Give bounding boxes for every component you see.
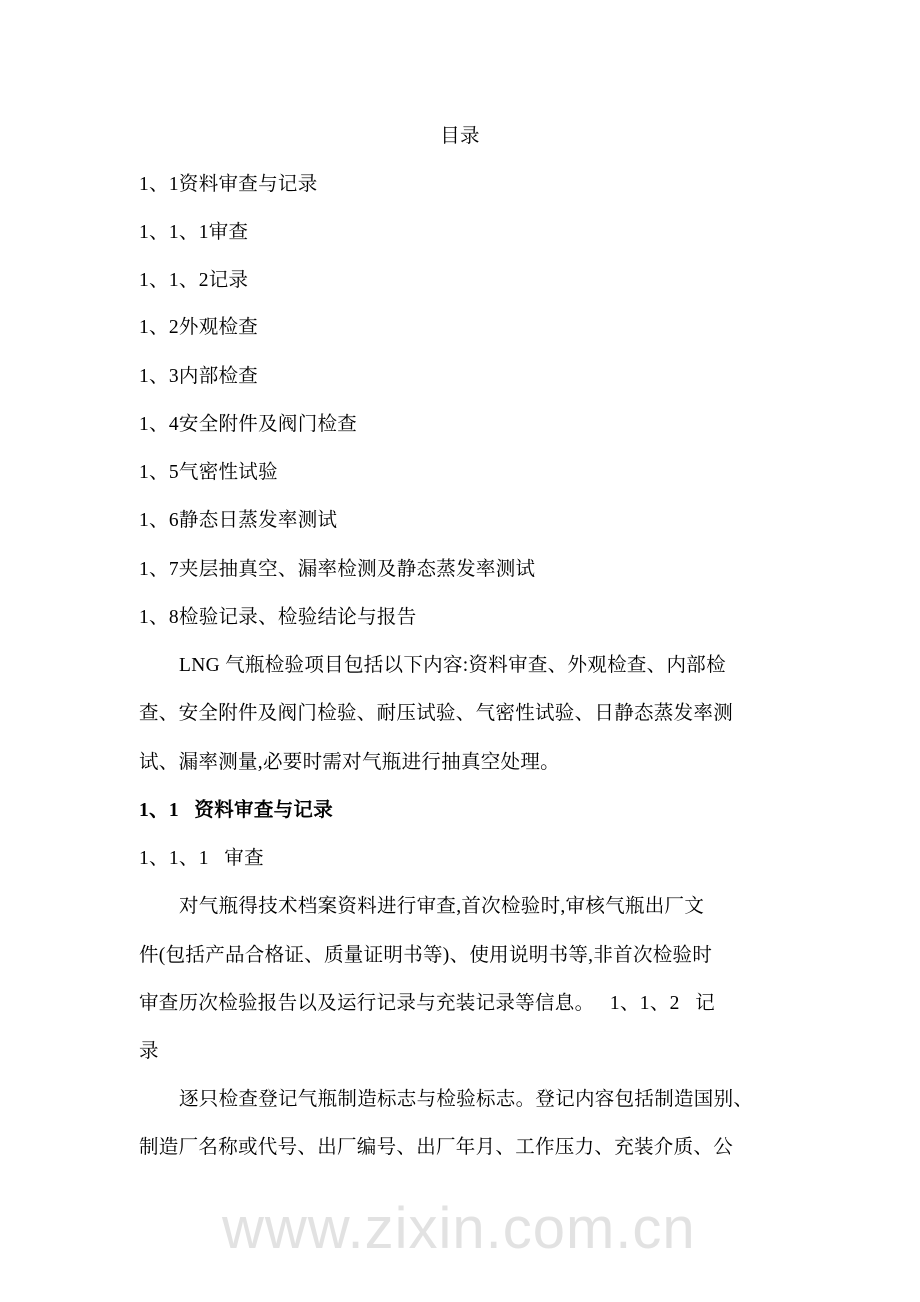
review-line: 件(包括产品合格证、质量证明书等)、使用说明书等,非首次检验时	[139, 945, 713, 966]
toc-item: 1、2外观检查	[139, 317, 259, 338]
toc-item: 1、8检验记录、检验结论与报告	[139, 607, 417, 628]
intro-line: LNG 气瓶检验项目包括以下内容:资料审查、外观检查、内部检	[179, 655, 726, 676]
toc-item: 1、4安全附件及阀门检查	[139, 414, 358, 435]
toc-item: 1、1资料审查与记录	[139, 174, 318, 195]
toc-item: 1、1、2记录	[139, 270, 249, 291]
toc-item: 1、1、1审查	[139, 222, 249, 243]
intro-line: 试、漏率测量,必要时需对气瓶进行抽真空处理。	[139, 752, 560, 773]
toc-item: 1、3内部检查	[139, 366, 259, 387]
toc-title: 目录	[440, 126, 480, 147]
watermark: www.zixin.com.cn	[222, 1196, 696, 1261]
subsection-heading: 1、1、1 审查	[139, 848, 264, 869]
toc-item: 1、7夹层抽真空、漏率检测及静态蒸发率测试	[139, 559, 536, 580]
section-heading: 1、1 资料审查与记录	[139, 800, 334, 821]
review-line: 审查历次检验报告以及运行记录与充装记录等信息。 1、1、2 记	[139, 993, 715, 1014]
toc-item: 1、6静态日蒸发率测试	[139, 510, 338, 531]
intro-line: 查、安全附件及阀门检验、耐压试验、气密性试验、日静态蒸发率测	[139, 703, 734, 724]
review-line: 录	[139, 1041, 159, 1062]
record-line: 制造厂名称或代号、出厂编号、出厂年月、工作压力、充装介质、公	[139, 1137, 734, 1158]
review-line: 对气瓶得技术档案资料进行审查,首次检验时,审核气瓶出厂文	[179, 896, 705, 917]
record-line: 逐只检查登记气瓶制造标志与检验标志。登记内容包括制造国别、	[179, 1089, 754, 1110]
toc-item: 1、5气密性试验	[139, 462, 278, 483]
